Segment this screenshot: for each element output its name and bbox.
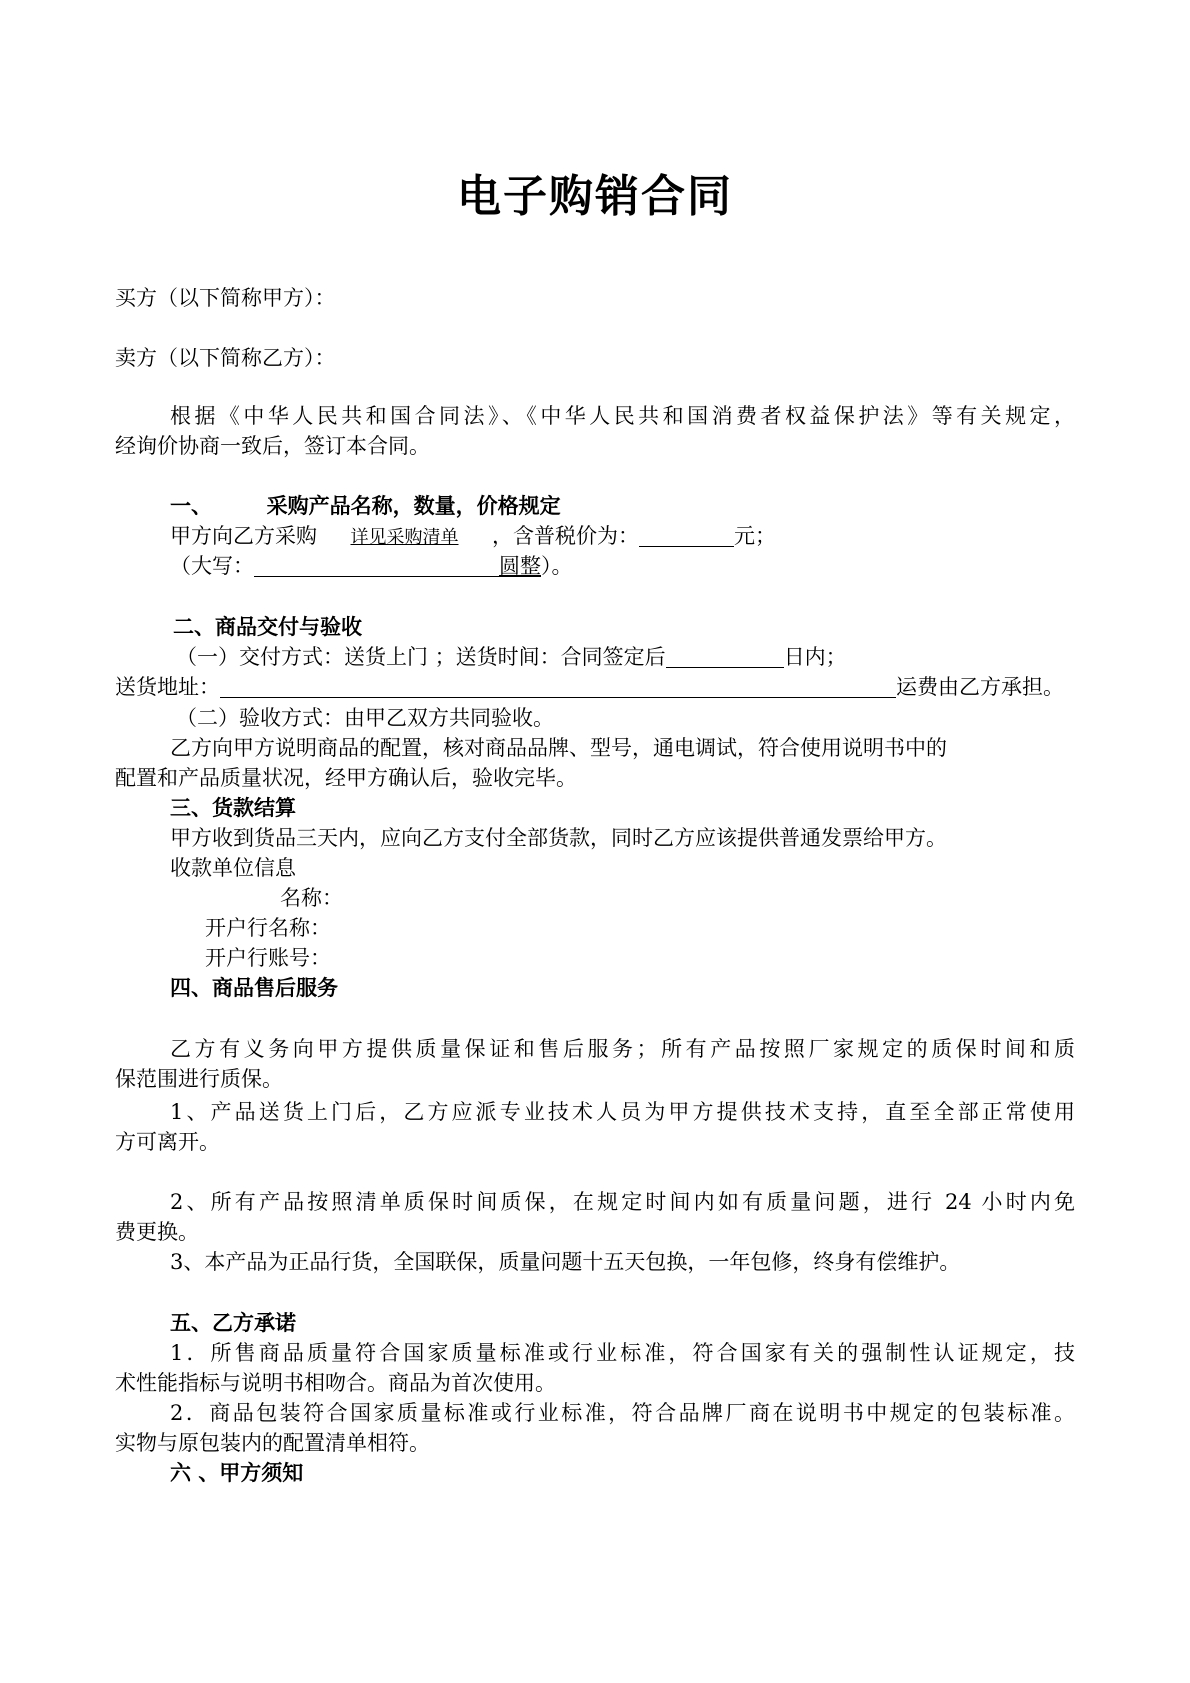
preamble-line-1: 根据《中华人民共和国合同法》、《中华人民共和国消费者权益保护法》等有关规定， [170, 404, 1075, 428]
purchase-label: 甲方向乙方采购 [170, 524, 317, 548]
after-sales-item-1-line-1: 1、产品送货上门后，乙方应派专业技术人员为甲方提供技术支持，直至全部正常使用 [170, 1100, 1075, 1124]
amount-words-suffix: 圆整 [499, 554, 541, 578]
shipping-cost-note: 运费由乙方承担。 [896, 675, 1064, 699]
amount-words-line [170, 551, 1075, 581]
acceptance-desc-line-1: 乙方向甲方说明商品的配置，核对商品品牌、型号，通电调试，符合使用说明书中的 [170, 736, 947, 760]
after-sales-line-1: 乙方有义务向甲方提供质量保证和售后服务；所有产品按照厂家规定的质保时间和质 [170, 1037, 1075, 1061]
payee-info-label: 收款单位信息 [170, 856, 296, 880]
commitment-2-line-2: 实物与原包装内的配置清单相符。 [115, 1431, 430, 1455]
payee-name-label: 名称： [280, 886, 343, 910]
price-label: ，含普税价为： [492, 524, 639, 548]
acceptance-method-line: （二）验收方式：由甲乙双方共同验收。 [176, 706, 554, 730]
bank-name-label: 开户行名称： [205, 916, 331, 940]
delivery-address-label: 送货地址： [115, 675, 220, 699]
document-title: 电子购销合同 [457, 171, 733, 222]
section-1-number: 一、 [170, 494, 212, 518]
after-sales-line-2: 保范围进行质保。 [115, 1067, 283, 1091]
after-sales-item-1-line-2: 方可离开。 [115, 1130, 220, 1154]
after-sales-item-2-line-2: 费更换。 [115, 1220, 199, 1244]
delivery-days-blank[interactable] [666, 645, 784, 668]
preamble-line-2: 经询价协商一致后，签订本合同。 [115, 434, 430, 458]
delivery-days-unit: 日内； [783, 645, 847, 669]
section-1-title: 采购产品名称，数量，价格规定 [266, 494, 561, 518]
section-3-heading: 三、货款结算 [170, 796, 296, 820]
section-1-heading [170, 491, 1075, 521]
delivery-address-blank[interactable] [220, 675, 896, 698]
amount-words-label: （大写： [170, 554, 254, 578]
bank-account-label: 开户行账号： [205, 946, 331, 970]
commitment-1-line-1: 1．所售商品质量符合国家质量标准或行业标准，符合国家有关的强制性认证规定，技 [170, 1341, 1075, 1365]
price-unit: 元； [734, 524, 776, 548]
payment-terms-line: 甲方收到货品三天内，应向乙方支付全部货款，同时乙方应该提供普通发票给甲方。 [170, 826, 947, 850]
buyer-line: 买方（以下简称甲方）： [115, 286, 336, 310]
commitment-2-line-1: 2．商品包装符合国家质量标准或行业标准，符合品牌厂商在说明书中规定的包装标准。 [170, 1401, 1075, 1425]
purchase-line [170, 521, 1075, 553]
amount-words-close: ）。 [541, 554, 573, 578]
section-2-heading: 二、商品交付与验收 [173, 615, 362, 639]
acceptance-desc-line-2: 配置和产品质量状况，经甲方确认后，验收完毕。 [115, 766, 577, 790]
delivery-method-text: （一）交付方式：送货上门 ；送货时间：合同签定后 [176, 645, 666, 669]
section-5-heading: 五、乙方承诺 [170, 1311, 296, 1335]
amount-words-blank[interactable] [254, 554, 499, 577]
delivery-method-line [176, 642, 1075, 672]
seller-line: 卖方（以下简称乙方）： [115, 346, 336, 370]
delivery-address-line [115, 672, 1075, 702]
after-sales-item-2-line-1: 2、所有产品按照清单质保时间质保，在规定时间内如有质量问题，进行 24 小时内免 [170, 1190, 1075, 1214]
price-blank[interactable] [639, 524, 734, 547]
section-6-heading: 六 、甲方须知 [170, 1461, 304, 1485]
purchase-list-ref: 详见采购清单 [350, 527, 459, 548]
commitment-1-line-2: 术性能指标与说明书相吻合。商品为首次使用。 [115, 1371, 556, 1395]
section-4-heading: 四、商品售后服务 [170, 976, 338, 1000]
after-sales-item-3: 3、本产品为正品行货，全国联保，质量问题十五天包换，一年包修，终身有偿维护。 [170, 1250, 961, 1274]
